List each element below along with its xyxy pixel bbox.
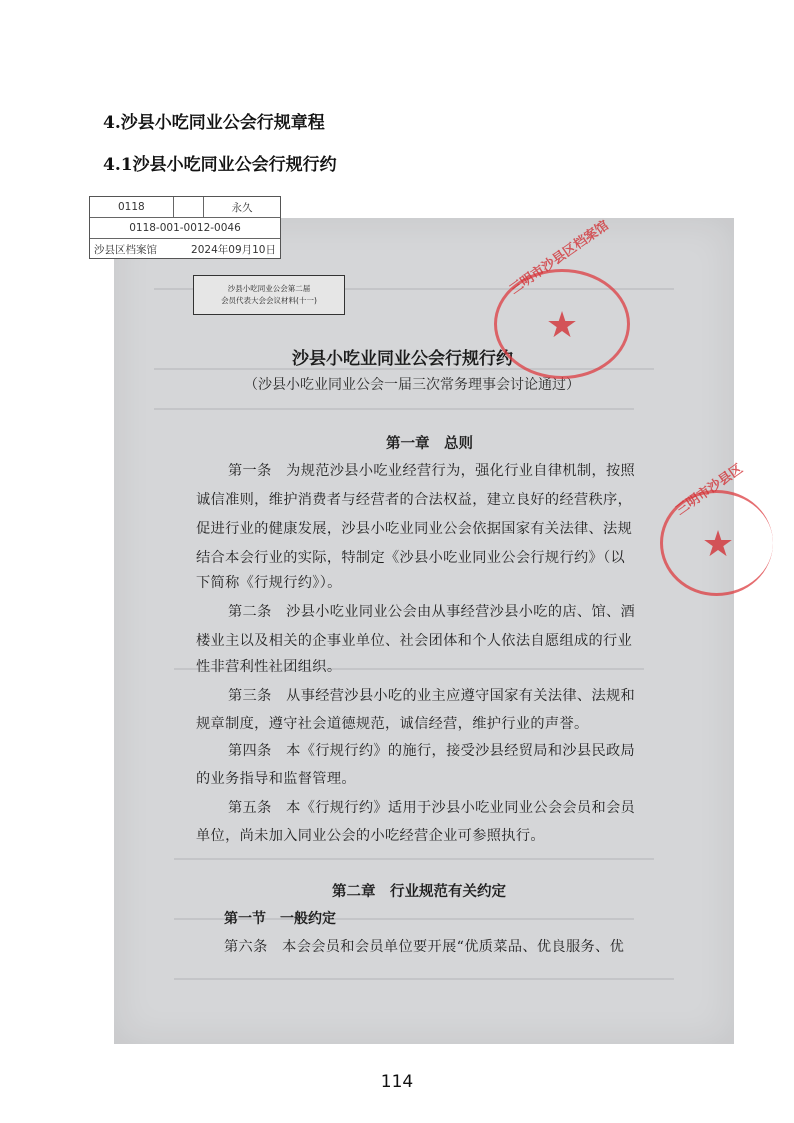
page-number: 114 <box>380 1072 414 1092</box>
archive-date: 2024年09月10日 <box>191 244 276 256</box>
text-line: 结合本会行业的实际，特制定《沙县小吃业同业公会行规行约》（以 <box>196 550 626 566</box>
file-number: 0118-001-0012-0046 <box>129 222 241 234</box>
text-line: 第二条 沙县小吃业同业公会由从事经营沙县小吃的店、馆、酒 <box>228 604 636 620</box>
text-line: 单位，尚未加入同业公会的小吃经营企业可参照执行。 <box>196 828 545 844</box>
fonds-number: 0118 <box>90 197 174 217</box>
text-line: 第一条 为规范沙县小吃业经营行为，强化行业自律机制，按照 <box>228 463 636 479</box>
text-line: 性非营利性社团组织。 <box>196 659 342 675</box>
archive-name-date <box>90 239 280 260</box>
archive-label <box>89 196 281 259</box>
stamp-text: 三明市沙县区档案馆 <box>507 218 612 298</box>
text-line: 规章制度，遵守社会道德规范，诚信经营，维护行业的声誉。 <box>196 716 589 732</box>
document-subtitle: （沙县小吃业同业公会一届三次常务理事会讨论通过） <box>244 377 580 393</box>
archive-seal-stamp <box>494 218 630 379</box>
meeting-line-2: 会员代表大会会议材料(十一) <box>221 296 317 305</box>
text-line: 第五条 本《行规行约》适用于沙县小吃业同业公会会员和会员 <box>228 800 636 816</box>
subsection-heading: 4.1沙县小吃同业公会行规行约 <box>103 155 337 175</box>
text-line: 第四条 本《行规行约》的施行，接受沙县经贸局和沙县民政局 <box>228 743 636 759</box>
text-line: 诚信准则，维护消费者与经营者的合法权益，建立良好的经营秩序， <box>196 492 633 508</box>
section-heading: 4.沙县小吃同业公会行规章程 <box>103 113 325 133</box>
archive-name: 沙县区档案馆 <box>94 244 157 256</box>
text-line: 促进行业的健康发展，沙县小吃业同业公会依据国家有关法律、法规 <box>196 521 633 537</box>
meeting-line-1: 沙县小吃同业公会第二届 <box>227 284 311 293</box>
document-title: 沙县小吃业同业公会行规行约 <box>292 349 513 369</box>
text-line: 楼业主以及相关的企事业单位、社会团体和个人依法自愿组成的行业 <box>196 633 633 649</box>
stamp-text: 三明市沙县区 <box>673 461 746 519</box>
archive-blank-cell <box>174 197 204 217</box>
chapter-1-title: 第一章 总则 <box>386 436 473 452</box>
chapter-2-title: 第二章 行业规范有关约定 <box>332 884 506 900</box>
text-line: 下简称《行规行约》）。 <box>196 575 342 591</box>
star-icon: ★ <box>701 523 735 565</box>
text-line: 的业务指导和监督管理。 <box>196 771 356 787</box>
archive-seal-stamp <box>660 461 773 596</box>
section-1-title: 第一节 一般约定 <box>224 911 336 927</box>
retention-period: 永久 <box>231 201 253 214</box>
star-icon: ★ <box>545 304 579 346</box>
text-line: 第三条 从事经营沙县小吃的业主应遵守国家有关法律、法规和 <box>228 688 636 704</box>
text-line: 第六条 本会会员和会员单位要开展“优质菜品、优良服务、优 <box>224 939 625 955</box>
meeting-material-box <box>193 275 345 315</box>
